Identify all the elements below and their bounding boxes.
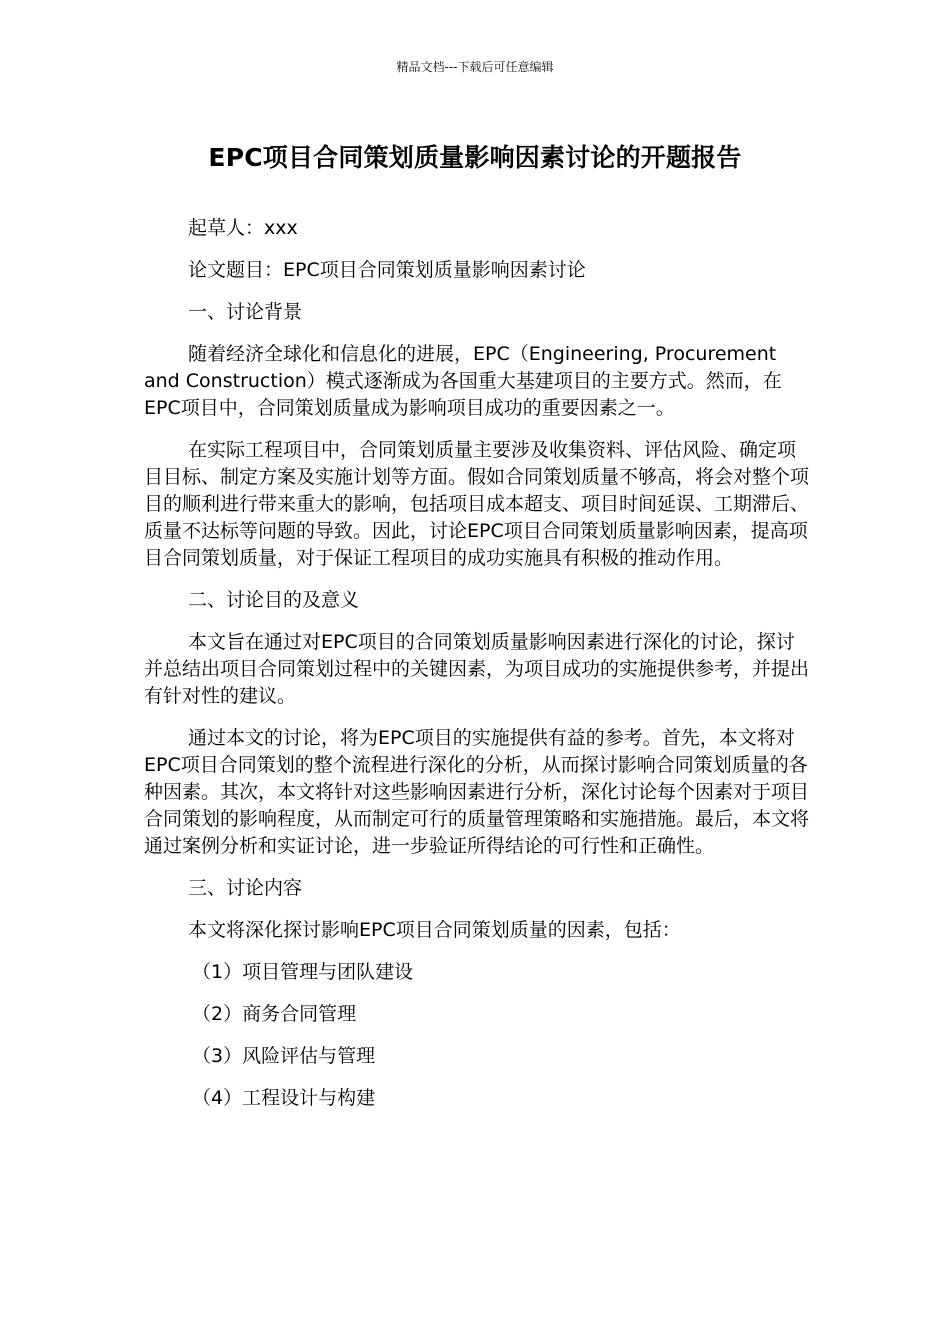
paragraph: 在实际工程项目中，合同策划质量主要涉及收集资料、评估风险、确定项目目标、制定方案及实施计划等方面。假如合同策划质量不够高，将会对整个项目的顺利进行带来重大的影响，包括项目成本超支、项目时间延误、工期滞后、质量不达标等问题的导致。因此，讨论EPC项目合同策划质量影响因素，提高项目合同策划质量，对于保证工程项目的成功实施具有积极的推动作用。 (144, 439, 810, 569)
header-note: 精品文档---下载后可任意编辑 (396, 60, 554, 74)
document-body (144, 215, 812, 1127)
paragraph: 本文旨在通过对EPC项目的合同策划质量影响因素进行深化的讨论，探讨并总结出项目合同策划过程中的关键因素，为项目成功的实施提供参考，并提出有针对性的建议。 (144, 631, 810, 707)
content-intro: 本文将深化探讨影响EPC项目合同策划质量的因素，包括： (188, 919, 681, 941)
drafter-line: 起草人：xxx (188, 217, 298, 239)
section-heading-purpose: 二、讨论目的及意义 (188, 589, 360, 611)
list-item: （2）商务合同管理 (192, 1003, 357, 1025)
section-heading-background: 一、讨论背景 (188, 301, 303, 323)
section-heading-content: 三、讨论内容 (188, 877, 303, 899)
paragraph: 随着经济全球化和信息化的进展，EPC（Engineering, Procurement and Construction）模式逐渐成为各国重大基建项目的主要方式。然而，在EPC项目中，合同策划质量成为影响项目成功的重要因素之一。 (144, 343, 782, 419)
paragraph: 通过本文的讨论，将为EPC项目的实施提供有益的参考。首先，本文将对EPC项目合同策划的整个流程进行深化的分析，从而探讨影响合同策划质量的各种因素。其次，本文将针对这些影响因素进行分析，深化讨论每个因素对于项目合同策划的影响程度，从而制定可行的质量管理策略和实施措施。最后，本文将通过案例分析和实证讨论，进一步验证所得结论的可行性和正确性。 (144, 727, 810, 857)
list-item: （4）工程设计与构建 (192, 1087, 376, 1109)
list-item: （3）风险评估与管理 (192, 1045, 376, 1067)
list-item: （1）项目管理与团队建设 (192, 961, 414, 983)
thesis-topic-line: 论文题目：EPC项目合同策划质量影响因素讨论 (188, 259, 586, 281)
document-title: EPC项目合同策划质量影响因素讨论的开题报告 (208, 143, 742, 172)
